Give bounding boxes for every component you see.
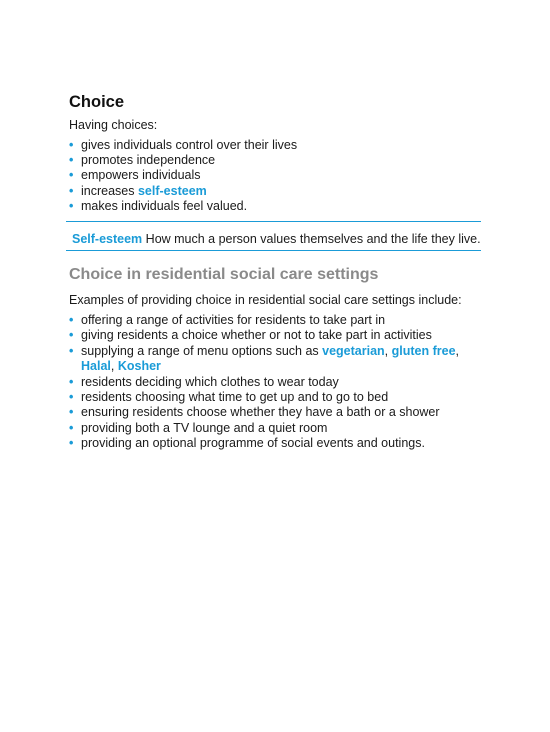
keyword-halal: Halal bbox=[81, 359, 111, 374]
list-item: • providing both a TV lounge and a quiet room bbox=[69, 420, 328, 435]
bullet-icon: • bbox=[69, 137, 74, 152]
residential-choice-list bbox=[69, 313, 481, 452]
keyword-self-esteem: self-esteem bbox=[137, 183, 207, 198]
bullet-icon: • bbox=[69, 436, 74, 451]
section-title-choice: Choice bbox=[69, 93, 125, 111]
keyword-kosher: Kosher bbox=[117, 359, 161, 374]
section-intro-residential: Examples of providing choice in residential social care settings include: bbox=[69, 292, 462, 307]
choice-benefits-list bbox=[69, 138, 481, 215]
section-title-residential: Choice in residential social care settings bbox=[69, 265, 379, 283]
bullet-icon: • bbox=[69, 199, 74, 214]
bullet-icon: • bbox=[69, 374, 74, 389]
definition-box bbox=[69, 222, 481, 247]
list-item: • giving residents a choice whether or not to take part in activities bbox=[69, 328, 432, 343]
list-item: • empowers individuals bbox=[69, 168, 201, 183]
bullet-icon: • bbox=[69, 152, 74, 167]
bullet-icon: • bbox=[69, 390, 74, 405]
bullet-icon: • bbox=[69, 313, 74, 328]
list-item: • supplying a range of menu options such as vegetarian, gluten free, Halal, Kosher bbox=[69, 343, 460, 374]
list-item: • ensuring residents choose whether they have a bath or a shower bbox=[69, 405, 440, 420]
bullet-icon: • bbox=[69, 405, 74, 420]
divider-bottom bbox=[66, 250, 481, 251]
keyword-vegetarian: vegetarian bbox=[322, 343, 385, 358]
definition-text: How much a person values themselves and the life they live. bbox=[142, 231, 481, 246]
list-item: • residents choosing what time to get up and to go to bed bbox=[69, 390, 389, 405]
list-item: • makes individuals feel valued. bbox=[69, 199, 248, 214]
list-item: • residents deciding which clothes to wear today bbox=[69, 374, 339, 389]
definition-term: Self-esteem bbox=[72, 231, 143, 246]
list-item: • offering a range of activities for residents to take part in bbox=[69, 313, 386, 328]
bullet-icon: • bbox=[69, 328, 74, 343]
bullet-icon: • bbox=[69, 183, 74, 198]
list-item: • gives individuals control over their lives bbox=[69, 137, 298, 152]
page-content bbox=[69, 92, 481, 452]
list-item: • promotes independence bbox=[69, 152, 216, 167]
section-intro-choice: Having choices: bbox=[69, 118, 158, 132]
list-item: • increases self-esteem bbox=[69, 183, 207, 198]
bullet-icon: • bbox=[69, 420, 74, 435]
list-item: • providing an optional programme of social events and outings. bbox=[69, 436, 425, 451]
bullet-icon: • bbox=[69, 168, 74, 183]
bullet-icon: • bbox=[69, 343, 74, 358]
keyword-gluten-free: gluten free bbox=[391, 343, 456, 358]
